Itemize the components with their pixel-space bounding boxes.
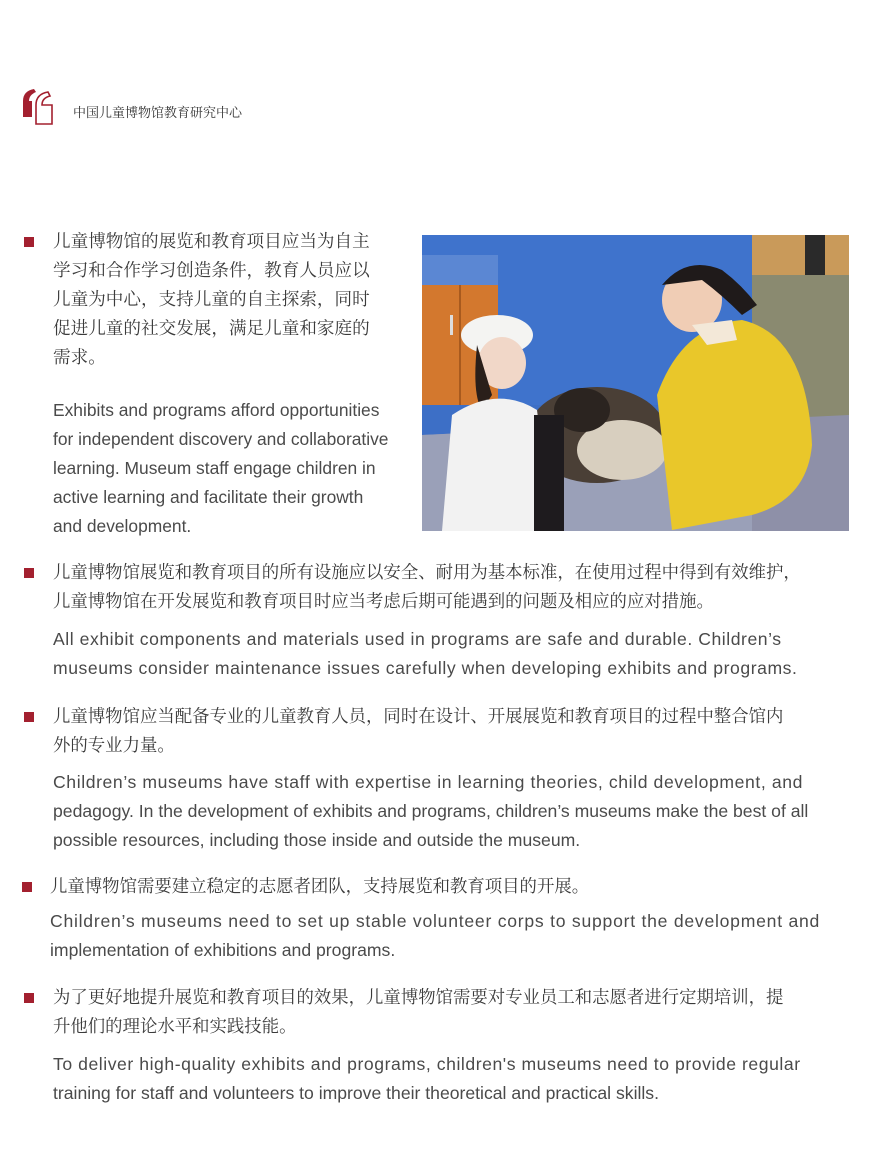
bullet-square-icon xyxy=(22,882,32,892)
section-5-zh xyxy=(53,984,783,1042)
text-line: 升他们的理论水平和实践技能。 xyxy=(53,1017,297,1037)
text-line: training for staff and volunteers to improve their theoretical and practical skills. xyxy=(53,1083,659,1103)
text-line: 需求。 xyxy=(53,348,106,368)
text-line: 儿童博物馆需要建立稳定的志愿者团队，支持展览和教育项目的开展。 xyxy=(50,877,590,897)
text-line: 促进儿童的社交发展，满足儿童和家庭的 xyxy=(53,319,370,339)
text-line: museums consider maintenance issues carefully when developing exhibits and programs. xyxy=(53,658,798,678)
bullet-square-icon xyxy=(24,712,34,722)
text-line: 儿童博物馆应当配备专业的儿童教育人员，同时在设计、开展展览和教育项目的过程中整合馆内 xyxy=(53,707,784,727)
text-line: pedagogy. In the development of exhibits and programs, children’s museums make the best of all xyxy=(53,801,809,821)
text-line: 为了更好地提升展览和教育项目的效果，儿童博物馆需要对专业员工和志愿者进行定期培训，提 xyxy=(53,988,784,1008)
quotation-mark-logo-icon xyxy=(20,87,54,125)
bullet-square-icon xyxy=(24,237,34,247)
text-line: 学习和合作学习创造条件，教育人员应以 xyxy=(53,261,370,281)
text-line: To deliver high-quality exhibits and programs, children's museums need to provide regular xyxy=(53,1054,801,1074)
section-2-en xyxy=(53,625,797,683)
bullet-square-icon xyxy=(24,993,34,1003)
text-line: 儿童博物馆的展览和教育项目应当为自主 xyxy=(53,232,370,252)
section-1-en xyxy=(53,396,388,541)
section-3-en xyxy=(53,768,808,855)
organization-name: 中国儿童博物馆教育研究中心 xyxy=(73,105,243,121)
text-line: Children’s museums have staff with expertise in learning theories, child development, and xyxy=(53,772,804,792)
bullet-square-icon xyxy=(24,568,34,578)
text-line: 外的专业力量。 xyxy=(53,736,175,756)
text-line: Exhibits and programs afford opportunities xyxy=(53,400,380,420)
section-2-zh xyxy=(53,559,801,617)
museum-photo xyxy=(422,235,849,531)
section-1-zh xyxy=(53,228,370,373)
text-line: 儿童博物馆展览和教育项目的所有设施应以安全、耐用为基本标准，在使用过程中得到有效维护， xyxy=(53,563,801,583)
section-4-en xyxy=(50,907,820,965)
page-header xyxy=(20,86,242,126)
section-4-zh xyxy=(50,873,589,902)
text-line: All exhibit components and materials used in programs are safe and durable. Children’s xyxy=(53,629,782,649)
text-line: 儿童为中心，支持儿童的自主探索，同时 xyxy=(53,290,370,310)
text-line: implementation of exhibitions and programs. xyxy=(50,940,396,960)
text-line: 儿童博物馆在开发展览和教育项目时应当考虑后期可能遇到的问题及相应的应对措施。 xyxy=(53,592,714,612)
text-line: and development. xyxy=(53,516,192,536)
text-line: learning. Museum staff engage children in xyxy=(53,458,376,478)
text-line: Children’s museums need to set up stable volunteer corps to support the development and xyxy=(50,911,821,931)
section-3-zh xyxy=(53,703,783,761)
text-line: active learning and facilitate their growth xyxy=(53,487,364,507)
text-line: for independent discovery and collaborative xyxy=(53,429,389,449)
text-line: possible resources, including those inside and outside the museum. xyxy=(53,830,581,850)
section-5-en xyxy=(53,1050,801,1108)
